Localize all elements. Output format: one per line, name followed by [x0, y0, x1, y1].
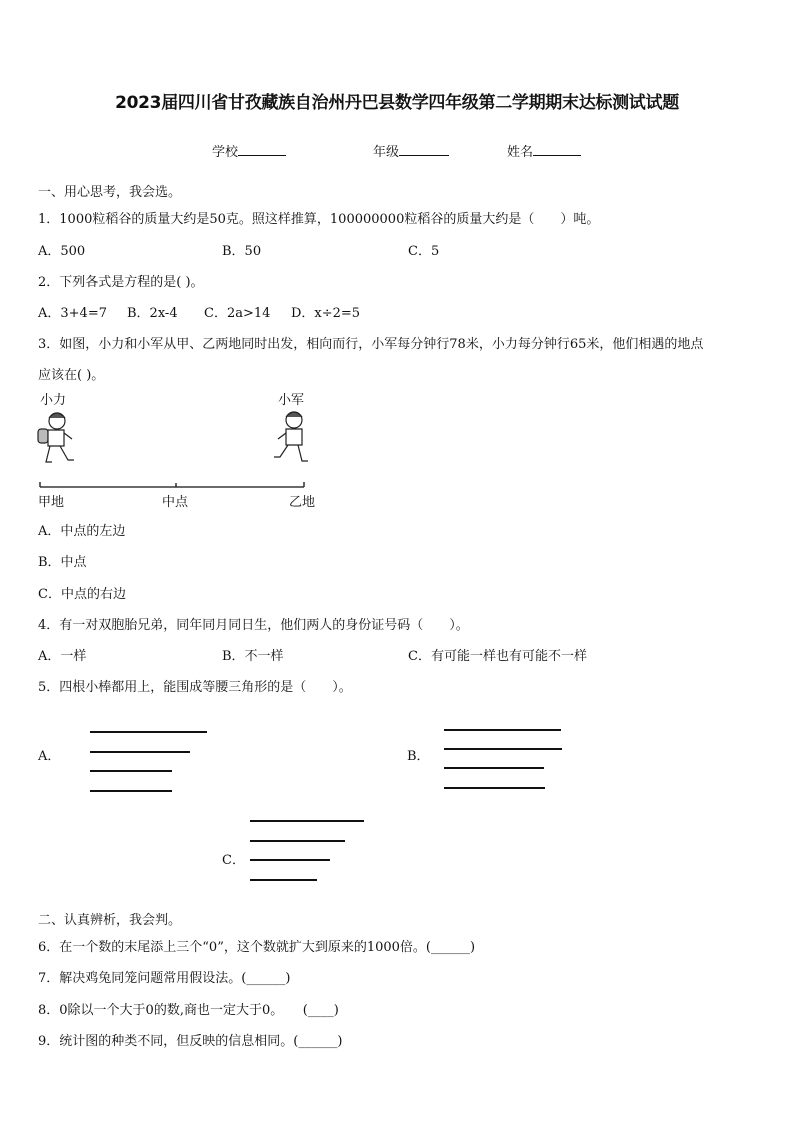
q1-option-b[interactable]: B．50 [222, 244, 262, 259]
label-xiaojun: 小军 [278, 393, 305, 408]
name-blank[interactable] [533, 142, 581, 156]
stick-b3 [444, 767, 544, 769]
q4-option-c[interactable]: C．有可能一样也有可能不一样 [408, 649, 587, 664]
q5-option-c[interactable]: C． [222, 853, 245, 868]
q3-option-a[interactable]: A．中点的左边 [38, 524, 126, 539]
name-field[interactable] [507, 141, 581, 160]
q2-option-c[interactable]: C．2a>14 [204, 306, 271, 321]
q5-option-a[interactable]: A． [38, 749, 61, 764]
q5-option-b[interactable]: B． [407, 749, 430, 764]
q3-option-b[interactable]: B．中点 [38, 555, 87, 570]
school-blank[interactable] [238, 142, 286, 156]
stick-a1 [90, 731, 207, 733]
q2-option-a[interactable]: A．3+4=7 [38, 306, 107, 321]
section-2-heading: 二、认真辨析，我会判。 [38, 913, 182, 928]
stick-a2 [90, 751, 190, 753]
stick-c3 [250, 859, 330, 861]
boy-right-icon [274, 412, 308, 461]
q3-option-c[interactable]: C．中点的右边 [38, 587, 126, 602]
grade-label: 年级 [373, 145, 400, 160]
q1-option-c[interactable]: C．5 [408, 244, 440, 259]
label-yidi: 乙地 [289, 495, 316, 510]
q1-option-a[interactable]: A．500 [38, 244, 86, 259]
question-2: 2．下列各式是方程的是( )。 [38, 275, 204, 290]
question-6: 6．在一个数的末尾添上三个“0”，这个数就扩大到原来的1000倍。(______) [38, 940, 476, 955]
stick-b2 [444, 748, 562, 750]
q2-option-d[interactable]: D．x÷2=5 [291, 306, 361, 321]
question-4: 4．有一对双胞胎兄弟，同年同月同日生，他们两人的身份证号码（ ）。 [38, 618, 469, 633]
stick-c1 [250, 820, 364, 822]
page-title: 2023届四川省甘孜藏族自治州丹巴县数学四年级第二学期期末达标测试试题 [115, 93, 679, 113]
school-label: 学校 [212, 145, 239, 160]
q4-option-a[interactable]: A．一样 [38, 649, 87, 664]
section-1-heading: 一、用心思考，我会选。 [38, 185, 182, 200]
stick-a3 [90, 770, 172, 772]
question-8: 8．0除以一个大于0的数,商也一定大于0。 (____) [38, 1003, 339, 1018]
q4-option-b[interactable]: B．不一样 [222, 649, 284, 664]
question-7: 7．解决鸡兔同笼问题常用假设法。(______) [38, 971, 291, 986]
stick-b1 [444, 729, 561, 731]
label-zhongdian: 中点 [162, 495, 189, 510]
question-3-line-1: 3．如图，小力和小军从甲、乙两地同时出发，相向而行，小军每分钟行78米，小力每分钟行65米，他们相遇的地点 [38, 337, 704, 352]
stick-c4 [250, 879, 317, 881]
question-5: 5．四根小棒都用上，能围成等腰三角形的是（ ）。 [38, 680, 352, 695]
q3-figure [30, 388, 340, 514]
question-9: 9．统计图的种类不同，但反映的信息相同。(______) [38, 1034, 343, 1049]
grade-blank[interactable] [399, 142, 449, 156]
stick-a4 [90, 790, 172, 792]
boy-left-icon [38, 413, 74, 462]
stick-b4 [444, 787, 545, 789]
grade-field[interactable] [373, 141, 449, 160]
label-jiadi: 甲地 [38, 495, 65, 510]
name-label: 姓名 [507, 145, 534, 160]
school-field[interactable] [212, 141, 286, 160]
question-1: 1．1000粒稻谷的质量大约是50克。照这样推算，100000000粒稻谷的质量大约是（ ）吨。 [38, 212, 600, 227]
question-3-line-2: 应该在( )。 [38, 368, 105, 383]
label-xiaoli: 小力 [40, 393, 67, 408]
stick-c2 [250, 840, 345, 842]
q2-option-b[interactable]: B．2x-4 [127, 306, 178, 321]
